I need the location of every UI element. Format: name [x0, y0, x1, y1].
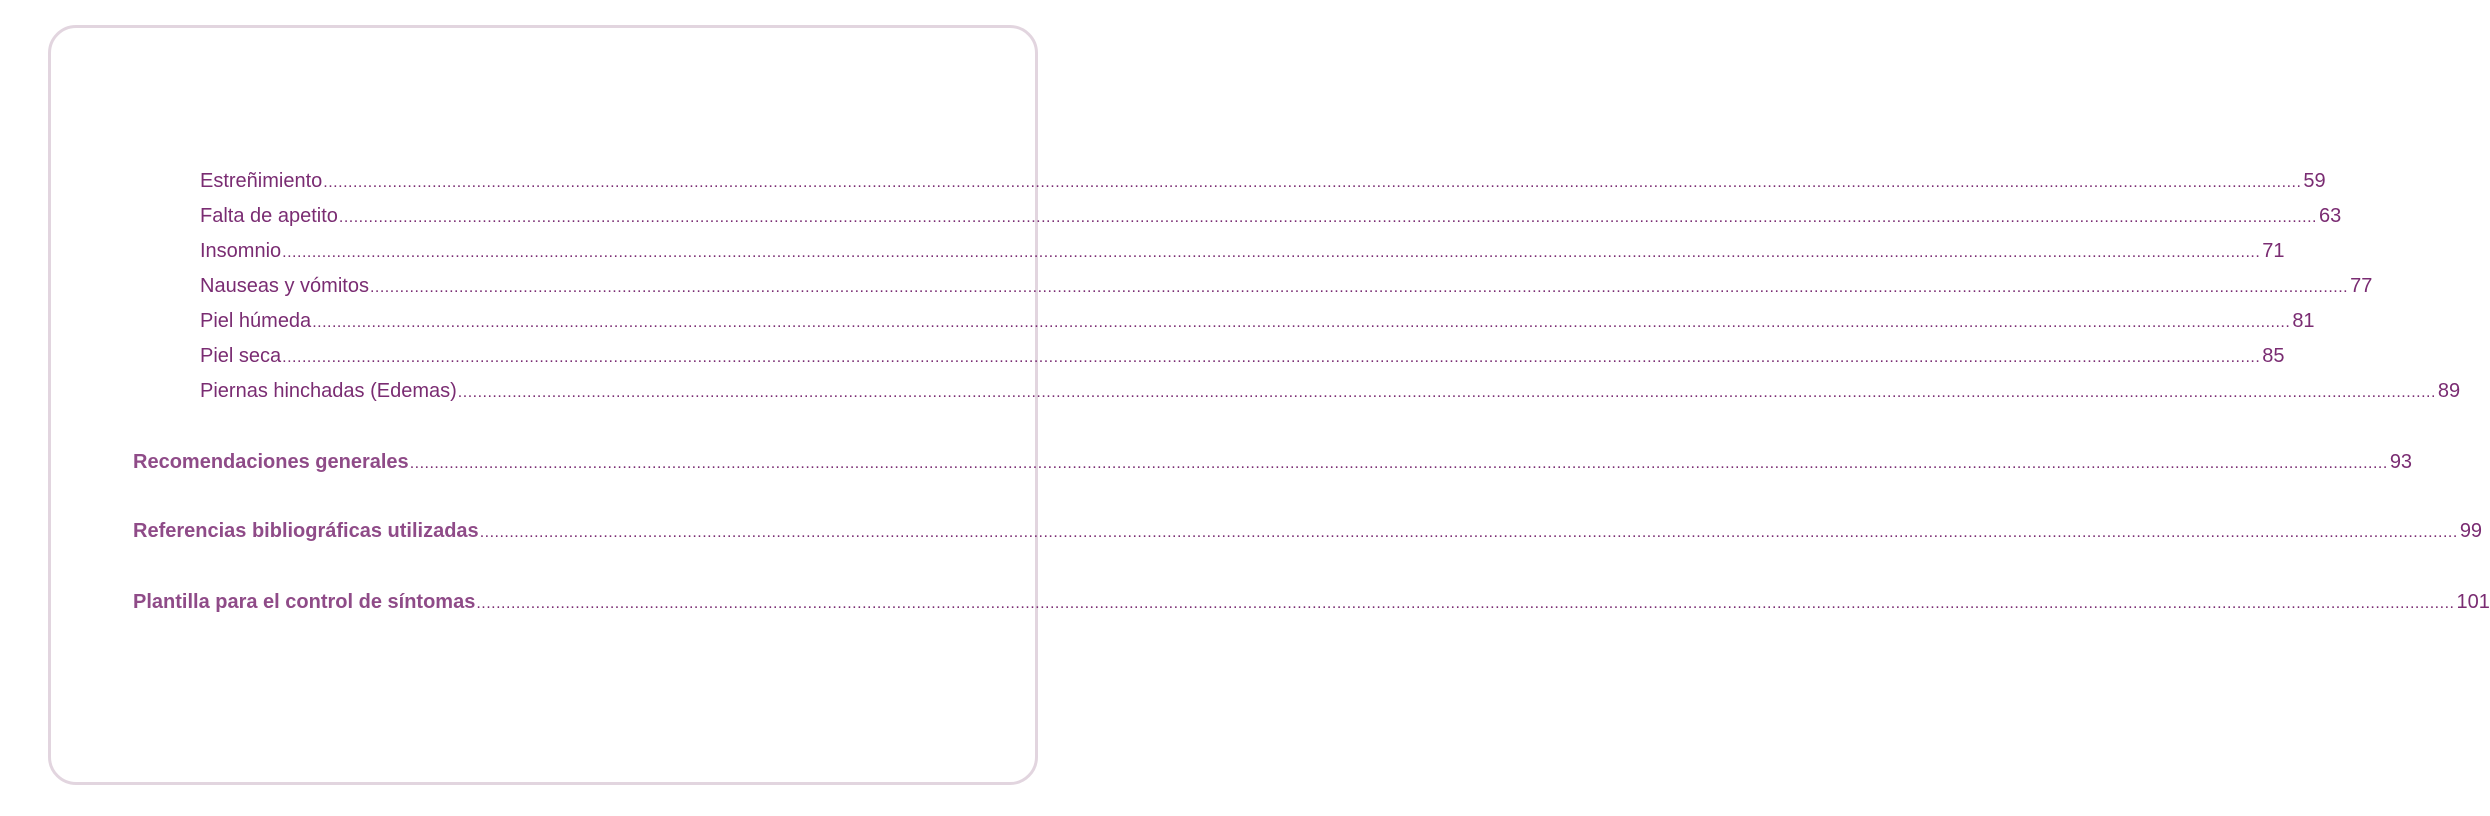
- toc-section-page: 99: [2459, 520, 2483, 542]
- toc-entry-label: Estreñimiento: [200, 170, 323, 192]
- toc-entry-page: 89: [2437, 380, 2461, 402]
- toc-entry-nauseas-y-vomitos[interactable]: [200, 273, 2373, 301]
- toc-entry-label: Falta de apetito: [200, 205, 338, 227]
- toc-entry-page: 59: [2303, 170, 2326, 192]
- toc-entry-insomnio[interactable]: [200, 238, 2285, 266]
- toc-section-plantilla[interactable]: [133, 589, 2490, 617]
- dot-leader: ................................................................................................................................................................................................................................................................................................................................................................................................................: [369, 279, 2349, 296]
- toc-entry-label: Piel seca: [200, 345, 282, 367]
- dot-leader: ................................................................................................................................................................................................................................................................................................................................................................................................................: [479, 524, 2458, 541]
- dot-leader: ................................................................................................................................................................................................................................................................................................................................................................................................................: [282, 244, 2261, 261]
- toc-section-label: Recomendaciones generales: [133, 451, 409, 473]
- toc-entry-page: 81: [2292, 310, 2315, 332]
- toc-entry-page: 77: [2350, 275, 2373, 297]
- toc-entry-label: Insomnio: [200, 240, 282, 262]
- toc-section-page: 93: [2389, 451, 2413, 473]
- dot-leader: ................................................................................................................................................................................................................................................................................................................................................................................................................: [409, 455, 2388, 472]
- toc-section-recomendaciones[interactable]: [133, 449, 2413, 477]
- dot-leader: ................................................................................................................................................................................................................................................................................................................................................................................................................: [457, 384, 2436, 401]
- toc-entry-label: Piernas hinchadas (Edemas): [200, 380, 457, 402]
- toc-entry-label: Nauseas y vómitos: [200, 275, 369, 297]
- toc-entry-falta-de-apetito[interactable]: [200, 203, 2342, 231]
- dot-leader: ................................................................................................................................................................................................................................................................................................................................................................................................................: [312, 314, 2291, 331]
- toc-entry-estrenimiento[interactable]: [200, 168, 2326, 196]
- toc-section-label: Plantilla para el control de síntomas: [133, 591, 476, 613]
- dot-leader: ................................................................................................................................................................................................................................................................................................................................................................................................................: [476, 595, 2455, 612]
- toc-entry-piel-seca[interactable]: [200, 343, 2285, 371]
- dot-leader: ................................................................................................................................................................................................................................................................................................................................................................................................................: [282, 349, 2261, 366]
- toc-entry-label: Piel húmeda: [200, 310, 312, 332]
- toc-entry-page: 63: [2319, 205, 2342, 227]
- dot-leader: ................................................................................................................................................................................................................................................................................................................................................................................................................: [338, 209, 2317, 226]
- toc-entry-piernas-hinchadas[interactable]: [200, 378, 2461, 406]
- dot-leader: ................................................................................................................................................................................................................................................................................................................................................................................................................: [323, 174, 2302, 191]
- toc-section-referencias[interactable]: [133, 518, 2483, 546]
- toc-entry-piel-humeda[interactable]: [200, 308, 2315, 336]
- toc-section-label: Referencias bibliográficas utilizadas: [133, 520, 479, 542]
- toc-section-page: 101: [2456, 591, 2490, 613]
- toc-entry-page: 71: [2262, 240, 2285, 262]
- toc-entry-page: 85: [2262, 345, 2285, 367]
